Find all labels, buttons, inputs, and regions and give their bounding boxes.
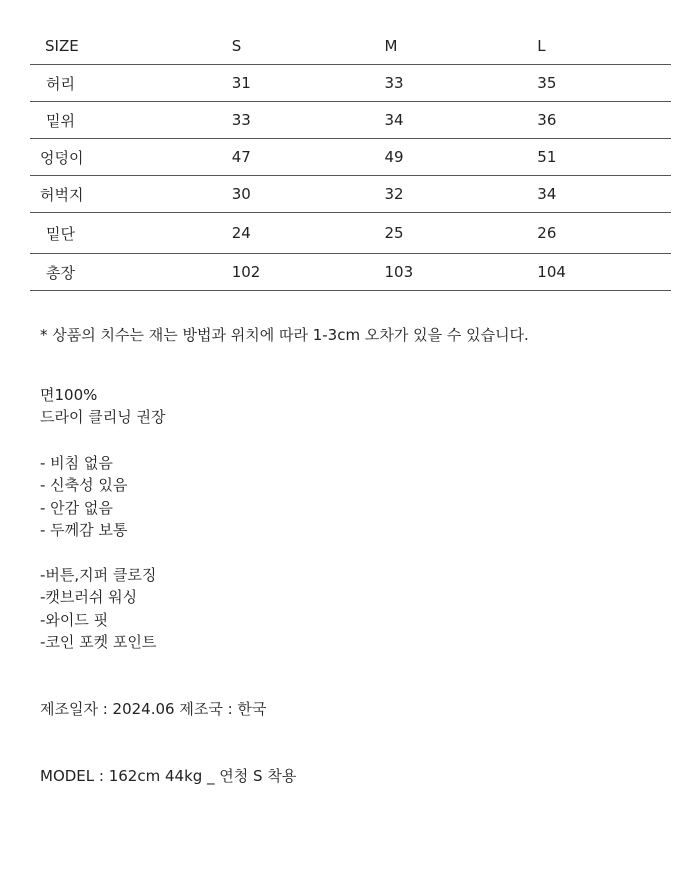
cell-m: 103 — [384, 263, 414, 281]
cell-l: 36 — [537, 111, 557, 129]
cell-l: 26 — [537, 224, 557, 242]
table-row — [30, 102, 671, 139]
model-info: MODEL : 162cm 44kg _ 연청 S 착용 — [40, 767, 297, 785]
list-item: - 비침 없음 — [40, 454, 113, 472]
size-header-label: SIZE — [45, 37, 79, 55]
cell-s: 33 — [231, 111, 251, 129]
cell-m: 49 — [384, 148, 404, 166]
row-label: 허벅지 — [40, 185, 84, 204]
features-list — [40, 564, 156, 654]
table-row — [30, 65, 671, 102]
list-item: - 신축성 있음 — [40, 476, 128, 495]
cell-m: 25 — [384, 224, 404, 242]
cell-l: 104 — [537, 263, 566, 281]
cell-m: 33 — [384, 74, 404, 92]
row-label: 엉덩이 — [40, 148, 84, 167]
cell-l: 35 — [537, 74, 557, 92]
size-table-header-row — [30, 28, 671, 65]
table-row — [30, 213, 671, 254]
cell-l: 34 — [537, 185, 557, 203]
table-row — [30, 254, 671, 291]
list-item: -버튼,지퍼 클로징 — [40, 566, 157, 584]
list-item: - 두께감 보통 — [40, 521, 128, 540]
cell-s: 31 — [231, 74, 251, 92]
list-item: -와이드 핏 — [40, 610, 109, 629]
list-item: - 안감 없음 — [40, 498, 113, 517]
list-item: -캣브러쉬 워싱 — [40, 588, 138, 607]
cell-l: 51 — [537, 148, 557, 166]
cell-m: 34 — [384, 111, 404, 129]
row-label: 밑위 — [46, 111, 75, 130]
table-row — [30, 176, 671, 213]
row-label: 허리 — [46, 74, 75, 93]
cell-s: 102 — [231, 263, 261, 281]
properties-list — [40, 452, 127, 542]
cell-s: 30 — [231, 185, 251, 203]
row-label: 밑단 — [46, 224, 75, 243]
manufacturing-info: 제조일자 : 2024.06 제조국 : 한국 — [40, 700, 267, 718]
material-line: 면100% — [40, 386, 98, 404]
list-item: -코인 포켓 포인트 — [40, 633, 157, 652]
cell-s: 47 — [231, 148, 251, 166]
row-label: 총장 — [46, 263, 75, 282]
measurement-note: * 상품의 치수는 재는 방법과 위치에 따라 1-3cm 오차가 있을 수 있습니다. — [40, 326, 529, 344]
size-table — [30, 28, 671, 291]
cell-m: 32 — [384, 185, 404, 203]
cell-s: 24 — [231, 224, 251, 242]
care-line: 드라이 클리닝 권장 — [40, 408, 166, 427]
table-row — [30, 139, 671, 176]
size-header-l: L — [537, 37, 546, 55]
size-header-m: M — [384, 37, 398, 55]
size-header-s: S — [231, 37, 242, 55]
material-info — [40, 384, 165, 429]
